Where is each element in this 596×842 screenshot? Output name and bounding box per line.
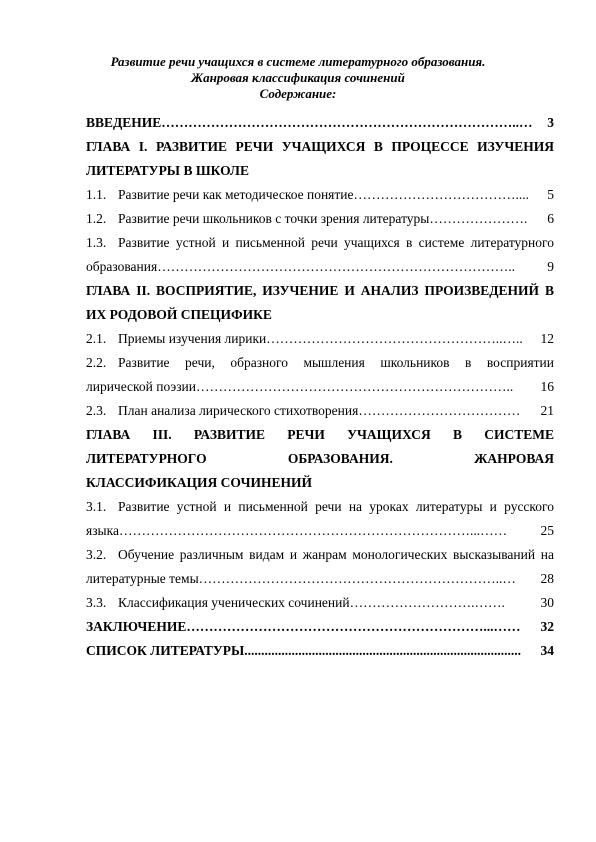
- section-number: 1.3.: [86, 235, 107, 250]
- toc-page-number: 16: [540, 379, 554, 394]
- toc-page-number: 21: [540, 403, 554, 418]
- section-number: 1.2.: [86, 211, 107, 226]
- toc-chapter-3-line-2[interactable]: ЛИТЕРАТУРНОГО ОБРАЗОВАНИЯ. ЖАНРОВАЯ: [86, 451, 554, 466]
- toc-chapter-1-line-1[interactable]: ГЛАВА I. РАЗВИТИЕ РЕЧИ УЧАЩИХСЯ В ПРОЦЕССЕ ИЗУЧЕНИЯ: [86, 139, 554, 154]
- toc-entry-bibliography[interactable]: [86, 641, 554, 665]
- toc-entry-title: Классификация ученических сочинений……………………….…….: [118, 595, 505, 610]
- toc-entry-title: литературные темы…………………………………………………………..…: [86, 571, 516, 586]
- toc-page-number: 3: [547, 115, 554, 130]
- section-number: 3.2.: [86, 547, 107, 562]
- section-number: 3.1.: [86, 499, 107, 514]
- section-number: 2.2.: [86, 355, 107, 370]
- toc-chapter-2-line-2[interactable]: ИХ РОДОВОЙ СПЕЦИФИКЕ: [86, 307, 272, 322]
- toc-entry-title: СПИСОК ЛИТЕРАТУРЫ..................................................................................: [86, 643, 521, 658]
- title-line-2: Жанровая классификация сочинений: [191, 70, 405, 85]
- toc-entry-3-2-line-2[interactable]: [86, 569, 554, 593]
- toc-entry-title: образования……………………………………………………………………..: [86, 259, 515, 274]
- toc-page-number: 30: [540, 595, 554, 610]
- section-number: 2.1.: [86, 331, 107, 346]
- toc-entry-1-1[interactable]: [86, 185, 554, 209]
- toc-entry-2-2-line-2[interactable]: [86, 377, 554, 401]
- toc-entry-2-3[interactable]: [86, 401, 554, 425]
- toc-entry-3-1-line-1[interactable]: [86, 497, 554, 521]
- toc-entry-3-1-line-2[interactable]: [86, 521, 554, 545]
- contents-heading: Содержание:: [259, 86, 337, 101]
- toc-chapter-1-line-2[interactable]: ЛИТЕРАТУРЫ В ШКОЛЕ: [86, 163, 249, 178]
- toc-page-number: 34: [540, 643, 554, 658]
- title-line-1: Развитие речи учащихся в системе литературного образования.: [110, 54, 486, 69]
- section-number: 2.3.: [86, 403, 107, 418]
- toc-entry-title: Приемы изучения лирики……………………………………………..…..: [118, 331, 523, 346]
- section-number: 3.3.: [86, 595, 107, 610]
- toc-page-number: 6: [547, 211, 554, 226]
- toc-page-number: 9: [547, 259, 554, 274]
- toc-entry-introduction[interactable]: [86, 113, 554, 137]
- toc-entry-title: Развитие устной и письменной речи на уроках литературы и русского: [118, 499, 554, 514]
- toc-page-number: 5: [547, 187, 554, 202]
- toc-entry-title: лирической поэзии……………………………………………………………..: [86, 379, 514, 394]
- toc-entry-title: Развитие речи школьников с точки зрения литературы………………….: [118, 211, 528, 226]
- section-number: 1.1.: [86, 187, 107, 202]
- document-header: [70, 54, 526, 102]
- toc-chapter-3-line-3[interactable]: КЛАССИФИКАЦИЯ СОЧИНЕНИЙ: [86, 475, 313, 490]
- toc-page-number: 25: [540, 523, 554, 538]
- toc-entry-2-2-line-1[interactable]: [86, 353, 554, 377]
- toc-page-number: 12: [540, 331, 554, 346]
- toc-entry-title: Развитие речи, образного мышления школьников в восприятии: [118, 355, 554, 370]
- toc-entry-title: Развитие речи как методическое понятие………………………………....: [118, 187, 529, 202]
- toc-entry-1-2[interactable]: [86, 209, 554, 233]
- toc-entry-1-3-line-1[interactable]: [86, 233, 554, 257]
- toc-entry-3-3[interactable]: [86, 593, 554, 617]
- table-of-contents: [86, 113, 554, 665]
- toc-entry-conclusion[interactable]: [86, 617, 554, 641]
- toc-entry-1-3-line-2[interactable]: [86, 257, 554, 281]
- toc-entry-title: Развитие устной и письменной речи учащихся в системе литературного: [118, 235, 554, 250]
- toc-page-number: 28: [540, 571, 554, 586]
- toc-chapter-3-line-1[interactable]: ГЛАВА III. РАЗВИТИЕ РЕЧИ УЧАЩИХСЯ В СИСТЕМЕ: [86, 427, 554, 442]
- toc-entry-title: План анализа лирического стихотворения………………………………: [118, 403, 521, 418]
- toc-entry-title: языка……………………………………………………………………...……: [86, 523, 508, 538]
- toc-entry-title: ВВЕДЕНИЕ……………………………………………………………………..…: [86, 115, 533, 130]
- toc-entry-3-2-line-1[interactable]: [86, 545, 554, 569]
- toc-page-number: 32: [540, 619, 554, 634]
- toc-chapter-2-line-1[interactable]: ГЛАВА II. ВОСПРИЯТИЕ, ИЗУЧЕНИЕ И АНАЛИЗ ПРОИЗВЕДЕНИЙ В: [86, 283, 554, 298]
- toc-entry-2-1[interactable]: [86, 329, 554, 353]
- toc-entry-title: ЗАКЛЮЧЕНИЕ…………………………………………………………...……: [86, 619, 521, 634]
- toc-entry-title: Обучение различным видам и жанрам монологических высказываний на: [118, 547, 554, 562]
